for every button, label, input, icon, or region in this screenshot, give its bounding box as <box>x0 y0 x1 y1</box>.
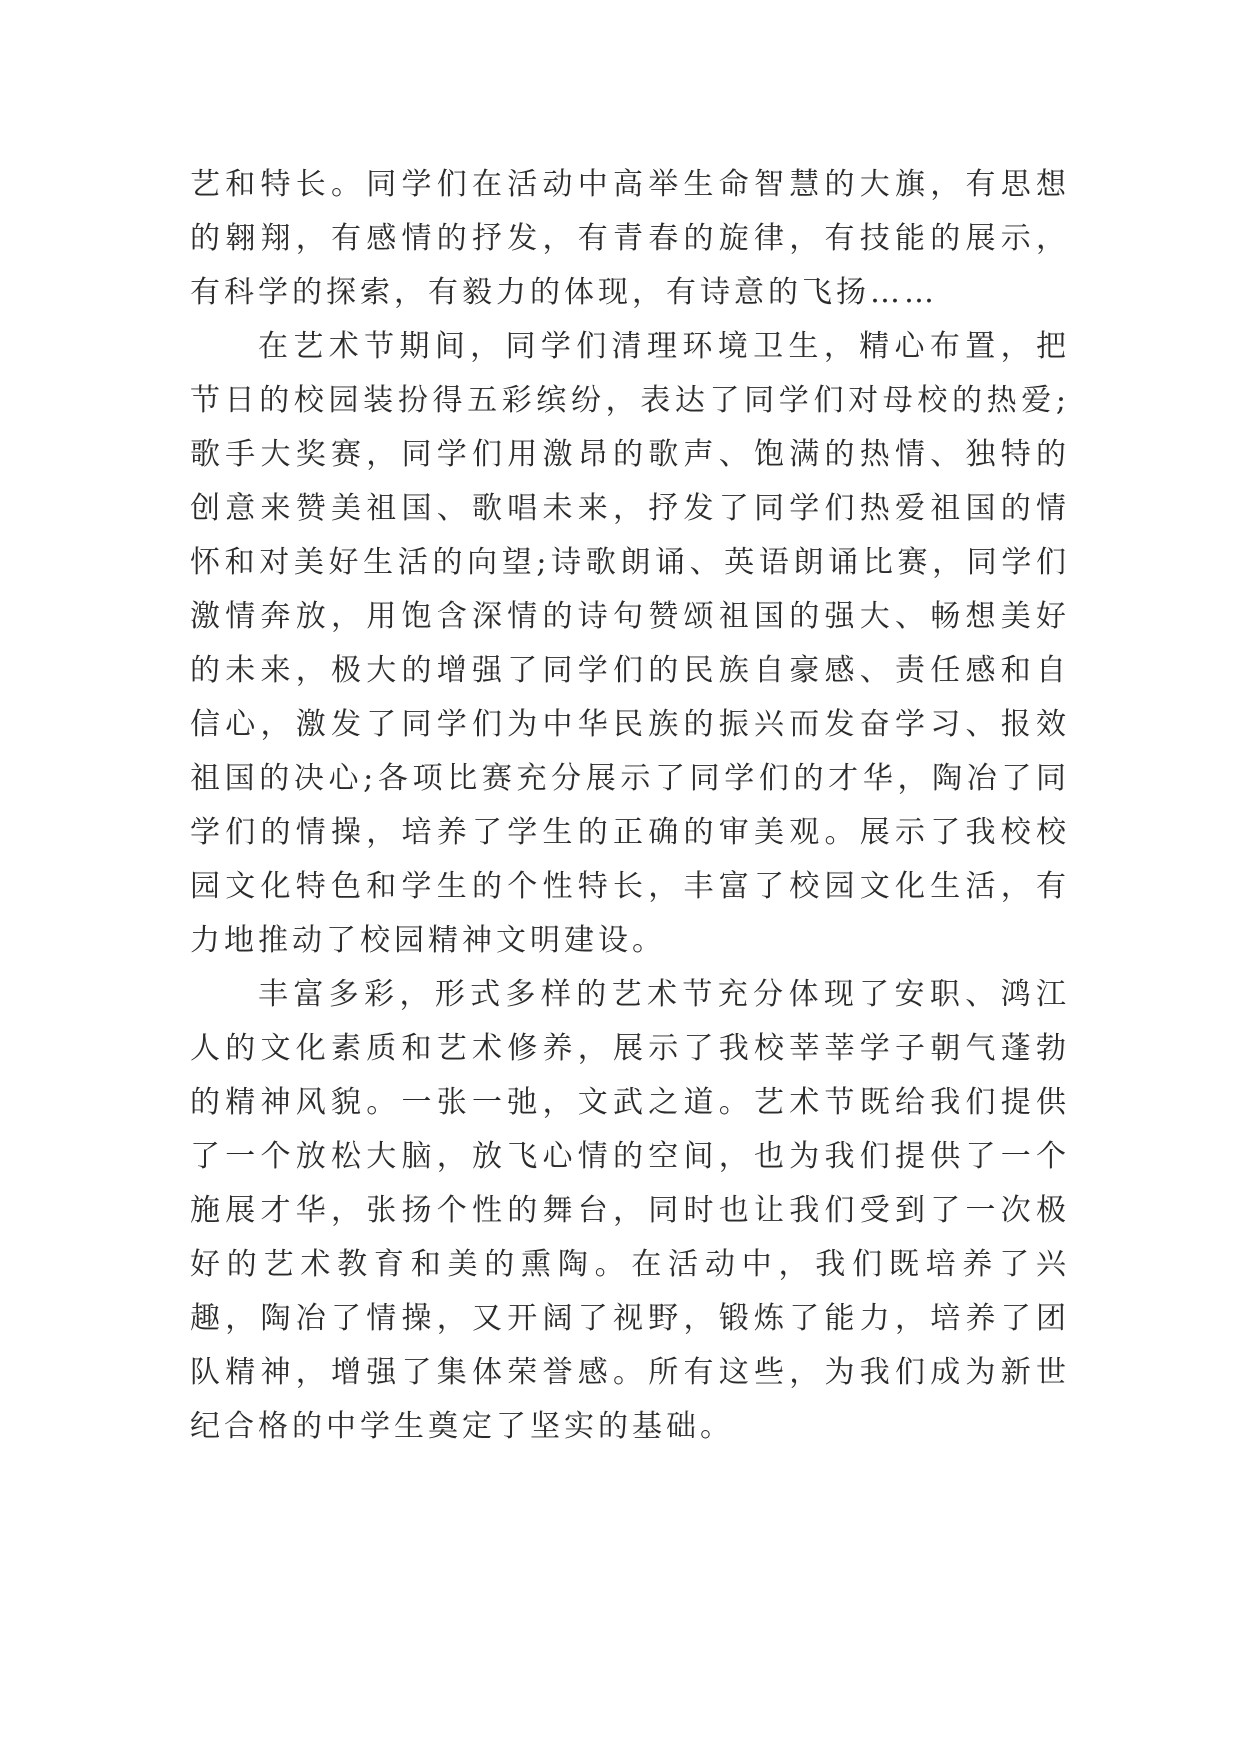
paragraph-2: 在艺术节期间，同学们清理环境卫生，精心布置，把节日的校园装扮得五彩缤纷，表达了同学们对母校的热爱;歌手大奖赛，同学们用激昂的歌声、饱满的热情、独特的创意来赞美祖国、歌唱未来，抒发了同学们热爱祖国的情怀和对美好生活的向望;诗歌朗诵、英语朗诵比赛，同学们激情奔放，用饱含深情的诗句赞颂祖国的强大、畅想美好的未来，极大的增强了同学们的民族自豪感、责任感和自信心，激发了同学们为中华民族的振兴而发奋学习、报效祖国的决心;各项比赛充分展示了同学们的才华，陶冶了同学们的情操，培养了学生的正确的审美观。展示了我校校园文化特色和学生的个性特长，丰富了校园文化生活，有力地推动了校园精神文明建设。 <box>190 329 1070 958</box>
paragraph-1: 艺和特长。同学们在活动中高举生命智慧的大旗，有思想的翱翔，有感情的抒发，有青春的旋律，有技能的展示，有科学的探索，有毅力的体现，有诗意的飞扬…… <box>190 167 1070 310</box>
paragraph-3: 丰富多彩，形式多样的艺术节充分体现了安职、鸿江人的文化素质和艺术修养，展示了我校莘莘学子朝气蓬勃的精神风貌。一张一弛，文武之道。艺术节既给我们提供了一个放松大脑，放飞心情的空间，也为我们提供了一个施展才华，张扬个性的舞台，同时也让我们受到了一次极好的艺术教育和美的熏陶。在活动中，我们既培养了兴趣，陶冶了情操，又开阔了视野，锻炼了能力，培养了团队精神，增强了集体荣誉感。所有这些，为我们成为新世纪合格的中学生奠定了坚实的基础。 <box>190 977 1070 1444</box>
document-body <box>190 158 1070 1454</box>
